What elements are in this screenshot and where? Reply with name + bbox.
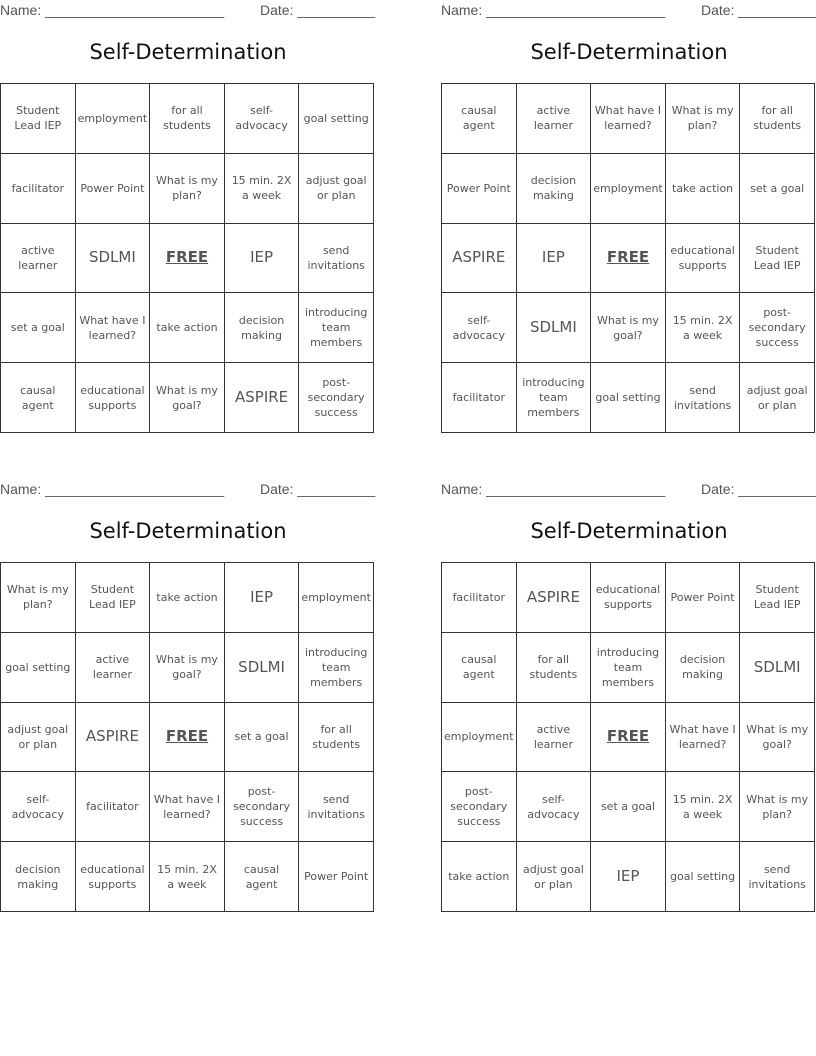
- bingo-cell: facilitator: [442, 363, 517, 433]
- bingo-grid: [441, 562, 815, 912]
- bingo-cell: post-secondary success: [740, 293, 815, 363]
- bingo-cell: What is my plan?: [740, 772, 815, 842]
- bingo-cell: Student Lead IEP: [740, 563, 815, 633]
- bingo-cell: IEP: [224, 223, 299, 293]
- bingo-cell: decision making: [665, 632, 740, 702]
- bingo-cell: SDLMI: [224, 632, 299, 702]
- bingo-grid: [0, 562, 374, 912]
- bingo-cell: ASPIRE: [75, 702, 150, 772]
- bingo-cell: goal setting: [665, 842, 740, 912]
- bingo-cell: self-advocacy: [224, 84, 299, 154]
- card-title: Self-Determination: [89, 40, 287, 64]
- bingo-cell: employment: [442, 702, 517, 772]
- bingo-cell: Power Point: [299, 842, 374, 912]
- grid-row: [442, 84, 815, 154]
- grid-row: [442, 293, 815, 363]
- bingo-cell: take action: [150, 563, 225, 633]
- bingo-cell: decision making: [516, 153, 591, 223]
- date-field[interactable]: Date: __________: [701, 481, 816, 497]
- bingo-cell: ASPIRE: [442, 223, 517, 293]
- bingo-cell: for all students: [740, 84, 815, 154]
- grid-row: [1, 363, 374, 433]
- bingo-cell: Power Point: [75, 153, 150, 223]
- bingo-cell: adjust goal or plan: [740, 363, 815, 433]
- bingo-cell: take action: [442, 842, 517, 912]
- grid-row: [442, 223, 815, 293]
- bingo-cell: introducing team members: [299, 293, 374, 363]
- bingo-cell: What is my plan?: [665, 84, 740, 154]
- bingo-cell: What have I learned?: [591, 84, 666, 154]
- bingo-cell: What is my goal?: [740, 702, 815, 772]
- bingo-cell: goal setting: [591, 363, 666, 433]
- bingo-cell: ASPIRE: [224, 363, 299, 433]
- bingo-cell: IEP: [591, 842, 666, 912]
- free-space-cell: FREE: [591, 702, 666, 772]
- bingo-cell: SDLMI: [516, 293, 591, 363]
- name-field[interactable]: Name: _______________________: [441, 2, 666, 18]
- bingo-cell: educational supports: [75, 363, 150, 433]
- bingo-cell: ASPIRE: [516, 563, 591, 633]
- free-space-cell: FREE: [150, 702, 225, 772]
- bingo-cell: What is my goal?: [591, 293, 666, 363]
- bingo-cell: adjust goal or plan: [299, 153, 374, 223]
- grid-row: [442, 772, 815, 842]
- bingo-cell: send invitations: [665, 363, 740, 433]
- bingo-cell: facilitator: [1, 153, 76, 223]
- bingo-cell: 15 min. 2X a week: [224, 153, 299, 223]
- bingo-grid: [0, 83, 374, 433]
- bingo-cell: What is my goal?: [150, 632, 225, 702]
- name-field[interactable]: Name: _______________________: [0, 481, 225, 497]
- name-date-row: [441, 2, 816, 20]
- bingo-grid: [441, 83, 815, 433]
- bingo-cell: IEP: [516, 223, 591, 293]
- bingo-cell: post-secondary success: [442, 772, 517, 842]
- name-date-row: [441, 481, 816, 499]
- bingo-cell: send invitations: [299, 772, 374, 842]
- free-space-cell: FREE: [591, 223, 666, 293]
- grid-row: [442, 702, 815, 772]
- card-title: Self-Determination: [530, 40, 728, 64]
- bingo-cell: for all students: [299, 702, 374, 772]
- bingo-cell: active learner: [516, 702, 591, 772]
- date-field[interactable]: Date: __________: [260, 2, 376, 18]
- bingo-cell: send invitations: [299, 223, 374, 293]
- bingo-cell: IEP: [224, 563, 299, 633]
- grid-row: [442, 563, 815, 633]
- grid-row: [1, 842, 374, 912]
- bingo-cell: introducing team members: [299, 632, 374, 702]
- bingo-cell: facilitator: [75, 772, 150, 842]
- bingo-cell: for all students: [150, 84, 225, 154]
- bingo-cell: self-advocacy: [516, 772, 591, 842]
- bingo-cell: causal agent: [442, 84, 517, 154]
- bingo-cell: send invitations: [740, 842, 815, 912]
- grid-row: [1, 153, 374, 223]
- bingo-cell: What have I learned?: [150, 772, 225, 842]
- bingo-cell: active learner: [516, 84, 591, 154]
- bingo-cell: facilitator: [442, 563, 517, 633]
- bingo-cell: SDLMI: [75, 223, 150, 293]
- bingo-cell: Student Lead IEP: [740, 223, 815, 293]
- bingo-cell: set a goal: [740, 153, 815, 223]
- bingo-cell: set a goal: [224, 702, 299, 772]
- name-field[interactable]: Name: _______________________: [0, 2, 225, 18]
- bingo-cell: employment: [299, 563, 374, 633]
- card-title: Self-Determination: [89, 519, 287, 543]
- bingo-cell: What is my plan?: [150, 153, 225, 223]
- grid-row: [1, 563, 374, 633]
- bingo-cell: decision making: [1, 842, 76, 912]
- bingo-cell: active learner: [1, 223, 76, 293]
- grid-row: [442, 363, 815, 433]
- bingo-cell: introducing team members: [516, 363, 591, 433]
- bingo-cell: post-secondary success: [224, 772, 299, 842]
- bingo-cell: goal setting: [1, 632, 76, 702]
- bingo-cell: causal agent: [1, 363, 76, 433]
- bingo-cell: take action: [665, 153, 740, 223]
- free-space-cell: FREE: [150, 223, 225, 293]
- grid-row: [1, 632, 374, 702]
- bingo-cell: causal agent: [224, 842, 299, 912]
- bingo-cell: SDLMI: [740, 632, 815, 702]
- bingo-cell: educational supports: [75, 842, 150, 912]
- bingo-card-1: [0, 0, 376, 440]
- bingo-cell: Power Point: [665, 563, 740, 633]
- bingo-cell: set a goal: [1, 293, 76, 363]
- bingo-card-3: [0, 479, 376, 919]
- date-field[interactable]: Date: __________: [701, 2, 816, 18]
- bingo-cell: What have I learned?: [665, 702, 740, 772]
- bingo-cell: post-secondary success: [299, 363, 374, 433]
- bingo-cell: employment: [591, 153, 666, 223]
- bingo-cell: Power Point: [442, 153, 517, 223]
- grid-row: [1, 223, 374, 293]
- bingo-cell: educational supports: [665, 223, 740, 293]
- bingo-cell: active learner: [75, 632, 150, 702]
- bingo-cell: goal setting: [299, 84, 374, 154]
- grid-row: [442, 842, 815, 912]
- bingo-cell: adjust goal or plan: [516, 842, 591, 912]
- bingo-cell: take action: [150, 293, 225, 363]
- bingo-cell: introducing team members: [591, 632, 666, 702]
- bingo-cell: self-advocacy: [1, 772, 76, 842]
- grid-row: [1, 84, 374, 154]
- grid-row: [442, 153, 815, 223]
- bingo-cell: employment: [75, 84, 150, 154]
- bingo-cell: set a goal: [591, 772, 666, 842]
- name-date-row: [0, 2, 376, 20]
- grid-row: [442, 632, 815, 702]
- date-field[interactable]: Date: __________: [260, 481, 376, 497]
- name-date-row: [0, 481, 376, 499]
- bingo-cell: What is my plan?: [1, 563, 76, 633]
- bingo-cell: What have I learned?: [75, 293, 150, 363]
- card-title: Self-Determination: [530, 519, 728, 543]
- bingo-card-2: [441, 0, 816, 440]
- bingo-cell: What is my goal?: [150, 363, 225, 433]
- bingo-cell: educational supports: [591, 563, 666, 633]
- grid-row: [1, 293, 374, 363]
- bingo-cell: causal agent: [442, 632, 517, 702]
- bingo-cell: Student Lead IEP: [1, 84, 76, 154]
- bingo-cell: 15 min. 2X a week: [150, 842, 225, 912]
- bingo-card-4: [441, 479, 816, 919]
- bingo-cell: for all students: [516, 632, 591, 702]
- bingo-cell: Student Lead IEP: [75, 563, 150, 633]
- bingo-cell: 15 min. 2X a week: [665, 772, 740, 842]
- name-field[interactable]: Name: _______________________: [441, 481, 666, 497]
- bingo-cell: adjust goal or plan: [1, 702, 76, 772]
- bingo-cell: decision making: [224, 293, 299, 363]
- grid-row: [1, 772, 374, 842]
- bingo-cell: self-advocacy: [442, 293, 517, 363]
- bingo-cell: 15 min. 2X a week: [665, 293, 740, 363]
- grid-row: [1, 702, 374, 772]
